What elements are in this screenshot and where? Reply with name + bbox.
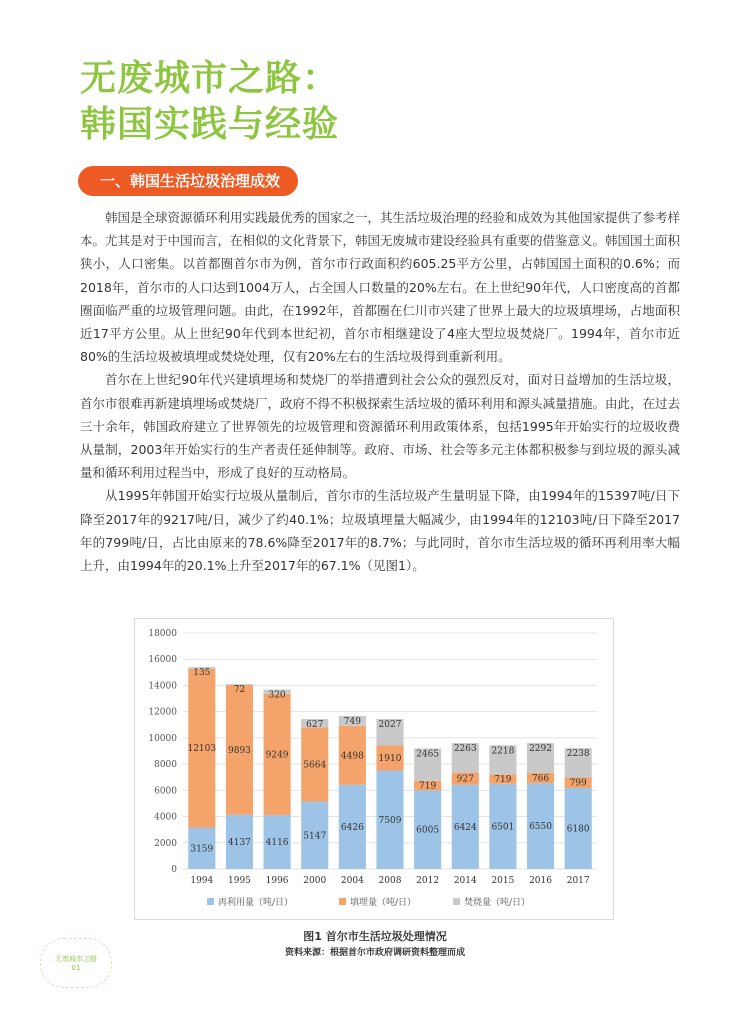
x-tick-label: 1994: [190, 876, 214, 886]
data-label: 799: [569, 778, 587, 789]
data-label: 927: [456, 774, 474, 785]
y-tick-label: 14000: [148, 681, 177, 692]
data-label: 5147: [303, 831, 327, 842]
x-tick-label: 1996: [265, 876, 289, 886]
y-tick-label: 6000: [154, 786, 177, 797]
legend-swatch: [207, 898, 214, 905]
x-tick-label: 2000: [303, 876, 327, 886]
footer-title: 无废城市之路: [55, 955, 97, 963]
y-tick-label: 18000: [148, 629, 177, 639]
chart-container: [134, 618, 614, 920]
data-label: 4498: [340, 751, 364, 762]
data-label: 2218: [491, 746, 515, 757]
data-label: 2465: [416, 749, 440, 760]
legend-swatch: [453, 898, 460, 905]
data-label: 2238: [566, 749, 590, 760]
data-label: 3159: [190, 844, 214, 855]
figure-source: 资料来源：根据首尔市政府调研资料整理而成: [284, 948, 465, 958]
paragraph-3: 从1995年韩国开始实行垃圾从量制后，首尔市的生活垃圾产生量明显下降，由1994年的15397吨/日下降至2017年的9217吨/日，减少了约40.1%；垃圾填埋量大幅减少，由1994年的12103吨/日下降至2017年的799吨/日，占比由原来的78.6%降至2017年的8.7%；与此同时，首尔市生活垃圾的循环再利用率大幅上升，由1994年的20.1%上升至2017年的67.1%（见图1）。: [80, 488, 680, 574]
data-label: 1910: [378, 754, 402, 765]
data-label: 135: [193, 668, 211, 679]
footer-label: [40, 955, 112, 973]
x-tick-label: 2015: [491, 876, 515, 886]
x-tick-label: 2016: [529, 876, 552, 886]
data-label: 4137: [228, 837, 251, 848]
section-heading: 一、韩国生活垃圾治理成效: [78, 166, 298, 196]
data-label: 7509: [378, 815, 402, 826]
figure-caption: 图1 首尔市生活垃圾处理情况: [303, 930, 447, 943]
legend-label: 填埋量（吨/日）: [350, 898, 417, 908]
y-tick-label: 8000: [154, 760, 177, 771]
legend-label: 焚烧量（吨/日）: [464, 898, 531, 908]
x-tick-label: 2008: [378, 876, 402, 886]
data-label: 6550: [529, 822, 552, 833]
data-label: 719: [419, 781, 437, 792]
paragraph-1: 韩国是全球资源循环利用实践最优秀的国家之一，其生活垃圾治理的经验和成效为其他国家提供了参考样本。尤其是对于中国而言，在相似的文化背景下，韩国无废城市建设经验具有重要的借鉴意义。韩国国土面积狭小，人口密集。以首都圈首尔市为例，首尔市行政面积约605.25平方公里，占韩国国土面积的0.6%；而2018年，首尔市的人口达到1004万人，占全国人口数量的20%左右。在上世纪90年代，人口密度高的首都圈面临严重的垃圾管理问题。由此，在1992年，首都圈在仁川市兴建了世界上最大的垃圾填埋场，占地面积近17平方公里。从上世纪90年代到本世纪初，首尔市相继建设了4座大型垃圾焚烧厂。1994年，首尔市近80%的生活垃圾被填埋或焚烧处理，仅有20%左右的生活垃圾得到重新利用。: [80, 210, 681, 365]
data-label: 766: [531, 774, 550, 785]
y-tick-label: 0: [171, 865, 177, 875]
data-label: 627: [306, 720, 324, 731]
data-label: 320: [268, 690, 286, 701]
data-label: 4116: [265, 838, 289, 849]
y-tick-label: 4000: [154, 812, 177, 823]
data-label: 6005: [416, 825, 440, 836]
title-line-1: 无废城市之路：: [80, 58, 340, 99]
data-label: 6424: [453, 822, 477, 833]
data-label: 719: [494, 775, 512, 786]
paragraph-2: 首尔在上世纪90年代兴建填埋场和焚烧厂的举措遭到社会公众的强烈反对，面对日益增加的生活垃圾，首尔市很难再新建填埋场或焚烧厂，政府不得不积极探索生活垃圾的循环利用和源头减量措施。由此，在过去三十余年，韩国政府建立了世界领先的垃圾管理和资源循环利用政策体系，包括1995年开始实行的垃圾收费从量制，2003年开始实行的生产者责任延伸制等。政府、市场、社会等多元主体都积极参与到垃圾的源头减量和循环利用过程当中，形成了良好的互动格局。: [80, 372, 681, 481]
title-line-2: 韩国实践与经验: [80, 104, 340, 145]
data-label: 9249: [265, 750, 289, 761]
data-label: 6501: [491, 822, 515, 833]
legend-label: 再利用量（吨/日）: [218, 898, 294, 908]
data-label: 2027: [378, 719, 402, 730]
y-tick-label: 10000: [148, 733, 177, 744]
data-label: 6180: [566, 824, 590, 835]
x-tick-label: 2004: [340, 876, 364, 886]
page-number: 01: [71, 964, 81, 972]
y-tick-label: 16000: [148, 655, 177, 666]
data-label: 9893: [228, 745, 251, 756]
x-tick-label: 2017: [566, 876, 590, 886]
x-tick-label: 2014: [453, 876, 477, 886]
data-label: 5664: [303, 760, 327, 771]
data-label: 12103: [187, 744, 217, 755]
y-tick-label: 12000: [148, 707, 177, 718]
legend-swatch: [339, 898, 346, 905]
article-body: [80, 206, 680, 577]
x-tick-label: 2012: [416, 876, 440, 886]
data-label: 6426: [340, 822, 364, 833]
data-label: 72: [233, 685, 246, 696]
stacked-bar-chart: [135, 619, 613, 919]
data-label: 2263: [453, 743, 477, 754]
data-label: 2292: [529, 744, 552, 755]
page-title: [80, 56, 339, 148]
x-tick-label: 1995: [228, 876, 251, 886]
data-label: 749: [343, 716, 361, 727]
y-tick-label: 2000: [154, 838, 177, 849]
